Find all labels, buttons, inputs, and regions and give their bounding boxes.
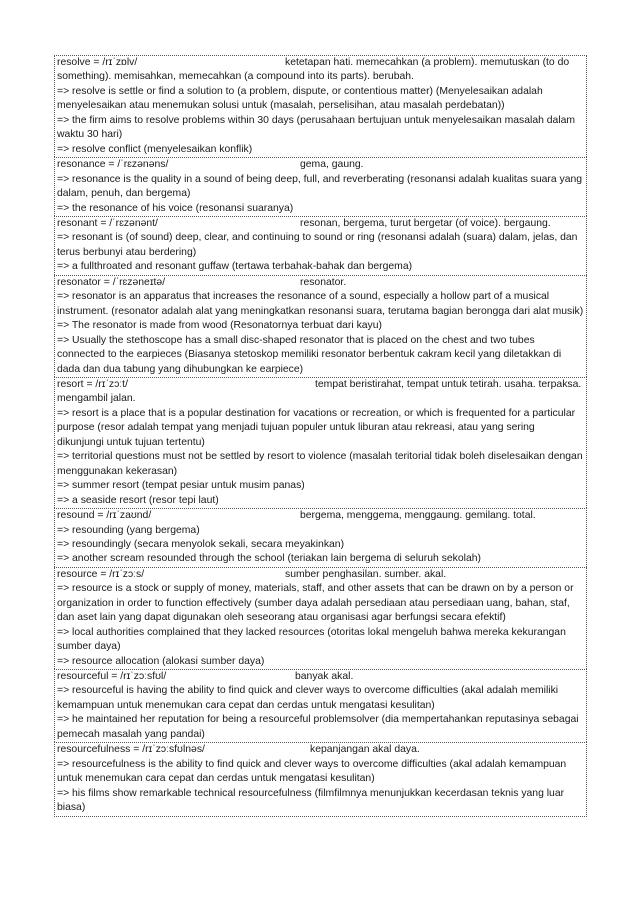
entry-line: => Usually the stethoscope has a small disc-shaped resonator that is placed on the chest and two tubes connected to the earpieces (Biasanya stetoskop memiliki resonator berbentuk cakram kecil yang diletakkan di dada dan dua tabung yang dihubungkan ke earpiece) <box>57 334 562 375</box>
dictionary-entry <box>54 377 587 508</box>
entry-line: => a seaside resort (resor tepi laut) <box>57 494 219 506</box>
entry-line: => resolve is settle or find a solution to (a problem, dispute, or contentious matter) (Menyelesaikan adalah menyelesaikan atau menemukan solusi untuk (masalah, perselisihan, atau masalah perdebatan)) <box>57 85 543 112</box>
entry-line: => resonance is the quality in a sound of being deep, full, and reverberating (resonansi adalah kualitas suara yang dalam, penuh, dan bergema) <box>57 173 583 200</box>
dictionary-entry <box>54 275 587 377</box>
dictionary-entry <box>54 742 587 816</box>
entry-line: => local authorities complained that they lacked resources (otoritas lokal mengeluh bahwa mereka kekurangan sumber daya) <box>57 626 566 653</box>
entry-meaning: resonator. <box>300 276 347 288</box>
dictionary-entry <box>54 508 587 567</box>
entry-line: => resounding (yang bergema) <box>57 524 200 536</box>
entry-headword: resonator = /ˈrɛzəneɪtə/ <box>57 276 166 288</box>
dictionary-page <box>54 55 587 817</box>
entry-headword: resound = /rɪˈzaʊnd/ <box>57 510 152 522</box>
entry-line: => summer resort (tempat pesiar untuk musim panas) <box>57 480 305 492</box>
entry-meaning: ketetapan hati. memecahkan (a problem). memutuskan (to do <box>285 57 570 68</box>
entry-headword: resourcefulness = /rɪˈzɔːsfʊlnəs/ <box>57 744 205 756</box>
entry-line: => resourceful is having the ability to find quick and clever ways to overcome difficulties (akal adalah memiliki kemampuan untuk menemukan cara cepat dan cerdas untuk mengatasi kesulitan) <box>57 685 559 711</box>
entry-line: => resolve conflict (menyelesaikan konflik) <box>57 143 253 155</box>
entry-line: => resoundingly (secara menyolok sekali, secara meyakinkan) <box>57 538 345 550</box>
entry-meaning: sumber penghasilan. sumber. akal. <box>285 568 447 580</box>
dictionary-entry <box>54 216 587 275</box>
entry-headword: resource = /rɪˈzɔːs/ <box>57 568 145 580</box>
entry-line: mengambil jalan. <box>57 393 136 405</box>
entry-headword: resonance = /ˈrɛzənəns/ <box>57 159 169 171</box>
entry-line: => resource is a stock or supply of money, materials, staff, and other assets that can be drawn on by a person or organization in order to function effectively (sumber daya adalah persediaan atau persediaan uang, bahan, staf, dan aset lain yang dapat digunakan oleh seseorang atau organisasi agar berfungsi secara efektif) <box>57 583 574 624</box>
entry-headword: resonant = /ˈrɛzənənt/ <box>57 217 158 229</box>
entry-meaning: banyak akal. <box>295 671 354 683</box>
entry-line: => resourcefulness is the ability to find quick and clever ways to overcome difficulties (akal adalah kemampuan untuk menemukan cara cepat dan cerdas untuk mengatasi kesulitan) <box>57 758 567 785</box>
entry-meaning: gema, gaung. <box>300 159 364 171</box>
entry-line: => his films show remarkable technical resourcefulness (filmfilmnya menunjukkan kecerdasan teknis yang luar biasa) <box>57 787 565 814</box>
dictionary-entry <box>54 157 587 216</box>
entry-meaning: tempat beristirahat, tempat untuk tetirah. usaha. terpaksa. <box>315 378 582 390</box>
entry-line: something). memisahkan, memecahkan (a compound into its parts). berubah. <box>57 71 414 83</box>
entry-headword: resort = /rɪˈzɔːt/ <box>57 378 128 390</box>
entry-line: => a fullthroated and resonant guffaw (tertawa terbahak-bahak dan bergema) <box>57 261 413 273</box>
entry-line: => resource allocation (alokasi sumber daya) <box>57 655 265 667</box>
entry-line: => resonator is an apparatus that increases the resonance of a sound, especially a hollow part of a musical instrument. (resonator adalah alat yang meningkatkan resonansi suara, terutama bagian berongga dari alat musik) <box>57 291 584 317</box>
dictionary-entry <box>54 55 587 157</box>
entry-line: => he maintained her reputation for being a resourceful problemsolver (dia mempertahankan reputasinya sebagai pemecah masalah yang pandai) <box>57 714 579 740</box>
entry-headword: resourceful = /rɪˈzɔːsfʊl/ <box>57 671 167 683</box>
entry-line: => The resonator is made from wood (Resonatornya terbuat dari kayu) <box>57 320 382 332</box>
entry-meaning: resonan, bergema, turut bergetar (of voice). bergaung. <box>300 217 551 229</box>
entry-line: => territorial questions must not be settled by resort to violence (masalah teritorial tidak boleh diselesaikan dengan menggunakan kekerasan) <box>57 451 583 477</box>
entry-line: => the resonance of his voice (resonansi suaranya) <box>57 202 294 214</box>
entry-meaning: kepanjangan akal daya. <box>310 744 420 756</box>
entry-headword: resolve = /rɪˈzɒlv/ <box>57 57 138 68</box>
entry-line: => resonant is (of sound) deep, clear, and continuing to sound or ring (resonansi adalah (suara) dalam, jelas, dan terus berbunyi atau berdering) <box>57 232 578 258</box>
dictionary-entry <box>54 567 587 669</box>
entry-line: => another scream resounded through the school (teriakan lain bergema di seluruh sekolah) <box>57 553 481 565</box>
entry-line: => resort is a place that is a popular destination for vacations or recreation, or which is frequented for a particular purpose (resor adalah tempat yang menjadi tujuan populer untuk liburan atau rekreasi, atau yang sering dikunjungi untuk tujuan tertentu) <box>57 407 576 448</box>
entry-meaning: bergema, menggema, menggaung. gemilang. total. <box>300 510 536 522</box>
dictionary-entry <box>54 669 587 742</box>
entry-line: => the firm aims to resolve problems within 30 days (perusahaan bertujuan untuk menyelesaikan masalah dalam waktu 30 hari) <box>57 114 576 141</box>
